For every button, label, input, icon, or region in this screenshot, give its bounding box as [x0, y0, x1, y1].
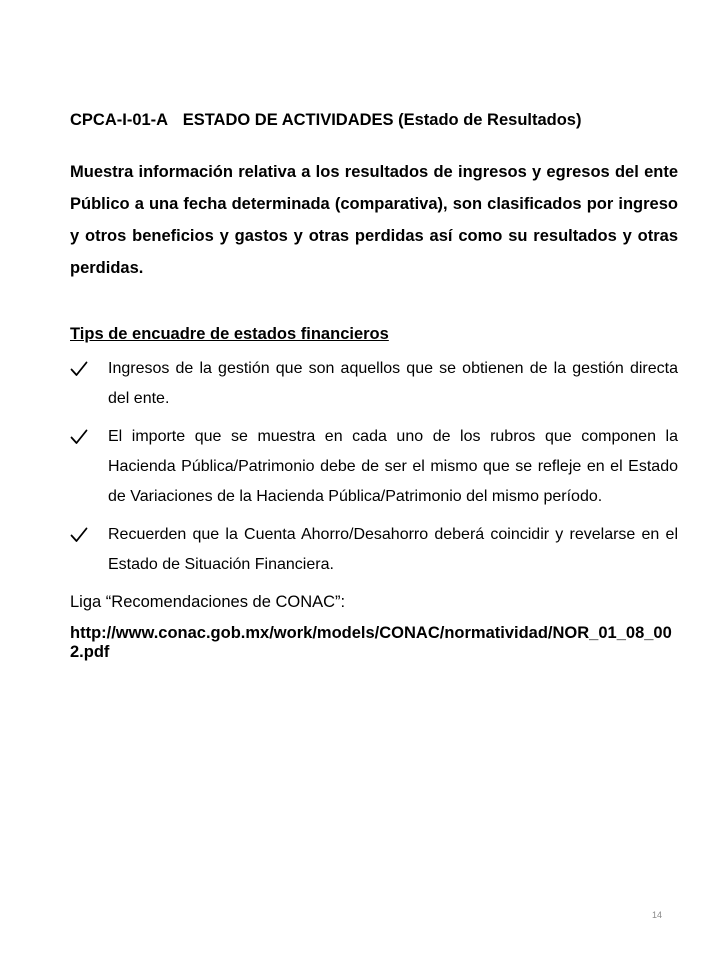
document-title: ESTADO DE ACTIVIDADES (Estado de Resultados) — [182, 111, 582, 129]
tips-title: Tips de encuadre de estados financieros — [70, 325, 389, 343]
tip-text: El importe que se muestra en cada uno de los rubros que componen la Hacienda Pública/Patrimonio debe de ser el mismo que se refleje en el Estado de Variaciones de la Hacienda Pública/Patrimonio del mismo período. — [108, 428, 678, 505]
check-icon — [70, 428, 88, 446]
intro-paragraph: Muestra información relativa a los resultados de ingresos y egresos del ente Público a una fecha determinada (comparativa), son clasificados por ingreso y otros beneficios y gastos y otras perdidas así como su resultados y otras perdidas. — [70, 163, 678, 277]
check-icon — [70, 526, 88, 544]
link-label: Liga “Recomendaciones de CONAC”: — [70, 593, 346, 611]
tip-item — [70, 422, 678, 512]
document-page — [70, 108, 678, 662]
tip-item — [70, 354, 678, 414]
document-heading — [70, 108, 678, 132]
tip-text: Recuerden que la Cuenta Ahorro/Desahorro deberá coincidir y revelarse en el Estado de Situación Financiera. — [108, 526, 678, 573]
check-icon — [70, 360, 88, 378]
tip-item — [70, 520, 678, 580]
page-number: 14 — [652, 910, 663, 920]
tips-list — [70, 354, 678, 580]
conac-link[interactable]: http://www.conac.gob.mx/work/models/CONAC/normatividad/NOR_01_08_002.pdf — [70, 624, 672, 661]
document-code: CPCA-I-01-A — [70, 111, 169, 129]
tip-text: Ingresos de la gestión que son aquellos que se obtienen de la gestión directa del ente. — [108, 360, 678, 407]
